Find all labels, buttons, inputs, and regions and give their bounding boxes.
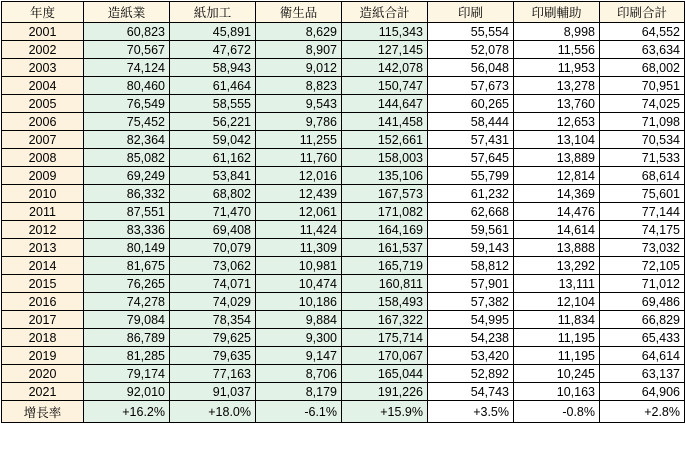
cell-r3-c3: 150,747 (342, 77, 428, 95)
cell-r19-c6: 63,137 (600, 365, 685, 383)
cell-r0-c5: 8,998 (514, 23, 600, 41)
cell-r13-c1: 73,062 (170, 257, 256, 275)
cell-r3-c1: 61,464 (170, 77, 256, 95)
cell-r8-c2: 12,016 (256, 167, 342, 185)
cell-r15-c5: 12,104 (514, 293, 600, 311)
cell-r10-c4: 62,668 (428, 203, 514, 221)
growth-rate-label: 增長率 (2, 401, 84, 423)
growth-rate-c5: -0.8% (514, 401, 600, 423)
cell-r10-c5: 14,476 (514, 203, 600, 221)
cell-r7-c3: 158,003 (342, 149, 428, 167)
cell-r14-c4: 57,901 (428, 275, 514, 293)
cell-r9-c3: 167,573 (342, 185, 428, 203)
cell-r18-c2: 9,147 (256, 347, 342, 365)
cell-r7-c4: 57,645 (428, 149, 514, 167)
cell-r11-c5: 14,614 (514, 221, 600, 239)
row-year: 2016 (2, 293, 84, 311)
cell-r6-c2: 11,255 (256, 131, 342, 149)
row-year: 2006 (2, 113, 84, 131)
table-row (2, 77, 685, 95)
cell-r20-c1: 91,037 (170, 383, 256, 401)
cell-r15-c2: 10,186 (256, 293, 342, 311)
table-row (2, 329, 685, 347)
cell-r1-c3: 127,145 (342, 41, 428, 59)
cell-r12-c0: 80,149 (84, 239, 170, 257)
cell-r14-c5: 13,111 (514, 275, 600, 293)
row-year: 2001 (2, 23, 84, 41)
row-year: 2010 (2, 185, 84, 203)
cell-r13-c3: 165,719 (342, 257, 428, 275)
cell-r12-c3: 161,537 (342, 239, 428, 257)
cell-r14-c3: 160,811 (342, 275, 428, 293)
cell-r11-c6: 74,175 (600, 221, 685, 239)
cell-r14-c6: 71,012 (600, 275, 685, 293)
table-row (2, 257, 685, 275)
growth-rate-c3: +15.9% (342, 401, 428, 423)
cell-r19-c5: 10,245 (514, 365, 600, 383)
cell-r8-c4: 55,799 (428, 167, 514, 185)
cell-r17-c0: 86,789 (84, 329, 170, 347)
cell-r15-c6: 69,486 (600, 293, 685, 311)
table-row (2, 239, 685, 257)
cell-r6-c6: 70,534 (600, 131, 685, 149)
cell-r2-c3: 142,078 (342, 59, 428, 77)
cell-r4-c5: 13,760 (514, 95, 600, 113)
cell-r2-c4: 56,048 (428, 59, 514, 77)
cell-r0-c2: 8,629 (256, 23, 342, 41)
row-year: 2011 (2, 203, 84, 221)
growth-rate-row (2, 401, 685, 423)
cell-r8-c3: 135,106 (342, 167, 428, 185)
table-row (2, 203, 685, 221)
cell-r4-c2: 9,543 (256, 95, 342, 113)
row-year: 2008 (2, 149, 84, 167)
column-header-5: 印刷 (428, 2, 514, 23)
cell-r15-c4: 57,382 (428, 293, 514, 311)
cell-r1-c0: 70,567 (84, 41, 170, 59)
cell-r13-c6: 72,105 (600, 257, 685, 275)
cell-r17-c4: 54,238 (428, 329, 514, 347)
cell-r16-c5: 11,834 (514, 311, 600, 329)
cell-r18-c5: 11,195 (514, 347, 600, 365)
cell-r10-c2: 12,061 (256, 203, 342, 221)
cell-r19-c1: 77,163 (170, 365, 256, 383)
cell-r18-c1: 79,635 (170, 347, 256, 365)
row-year: 2007 (2, 131, 84, 149)
cell-r20-c6: 64,906 (600, 383, 685, 401)
cell-r11-c0: 83,336 (84, 221, 170, 239)
table-row (2, 311, 685, 329)
cell-r7-c6: 71,533 (600, 149, 685, 167)
cell-r8-c6: 68,614 (600, 167, 685, 185)
cell-r12-c1: 70,079 (170, 239, 256, 257)
cell-r6-c3: 152,661 (342, 131, 428, 149)
cell-r10-c3: 171,082 (342, 203, 428, 221)
column-header-2: 紙加工 (170, 2, 256, 23)
cell-r4-c3: 144,647 (342, 95, 428, 113)
cell-r18-c6: 64,614 (600, 347, 685, 365)
cell-r16-c2: 9,884 (256, 311, 342, 329)
cell-r9-c2: 12,439 (256, 185, 342, 203)
row-year: 2020 (2, 365, 84, 383)
table-row (2, 167, 685, 185)
spreadsheet-table-area (0, 1, 685, 455)
cell-r19-c3: 165,044 (342, 365, 428, 383)
cell-r14-c2: 10,474 (256, 275, 342, 293)
row-year: 2005 (2, 95, 84, 113)
cell-r15-c1: 74,029 (170, 293, 256, 311)
cell-r5-c4: 58,444 (428, 113, 514, 131)
table-row (2, 347, 685, 365)
row-year: 2012 (2, 221, 84, 239)
cell-r9-c6: 75,601 (600, 185, 685, 203)
cell-r6-c4: 57,431 (428, 131, 514, 149)
data-table (1, 1, 685, 423)
cell-r5-c3: 141,458 (342, 113, 428, 131)
cell-r13-c0: 81,675 (84, 257, 170, 275)
cell-r5-c1: 56,221 (170, 113, 256, 131)
cell-r16-c3: 167,322 (342, 311, 428, 329)
cell-r20-c4: 54,743 (428, 383, 514, 401)
cell-r19-c4: 52,892 (428, 365, 514, 383)
cell-r9-c5: 14,369 (514, 185, 600, 203)
cell-r3-c6: 70,951 (600, 77, 685, 95)
cell-r5-c6: 71,098 (600, 113, 685, 131)
cell-r4-c4: 60,265 (428, 95, 514, 113)
cell-r11-c3: 164,169 (342, 221, 428, 239)
cell-r13-c5: 13,292 (514, 257, 600, 275)
cell-r0-c4: 55,554 (428, 23, 514, 41)
cell-r0-c3: 115,343 (342, 23, 428, 41)
cell-r17-c5: 11,195 (514, 329, 600, 347)
cell-r7-c0: 85,082 (84, 149, 170, 167)
cell-r13-c4: 58,812 (428, 257, 514, 275)
cell-r17-c6: 65,433 (600, 329, 685, 347)
cell-r3-c5: 13,278 (514, 77, 600, 95)
cell-r1-c1: 47,672 (170, 41, 256, 59)
cell-r17-c1: 79,625 (170, 329, 256, 347)
cell-r12-c6: 73,032 (600, 239, 685, 257)
cell-r8-c1: 53,841 (170, 167, 256, 185)
cell-r4-c6: 74,025 (600, 95, 685, 113)
cell-r4-c1: 58,555 (170, 95, 256, 113)
growth-rate-c0: +16.2% (84, 401, 170, 423)
cell-r20-c2: 8,179 (256, 383, 342, 401)
cell-r12-c2: 11,309 (256, 239, 342, 257)
cell-r3-c0: 80,460 (84, 77, 170, 95)
cell-r0-c0: 60,823 (84, 23, 170, 41)
cell-r11-c4: 59,561 (428, 221, 514, 239)
cell-r18-c0: 81,285 (84, 347, 170, 365)
cell-r15-c0: 74,278 (84, 293, 170, 311)
table-row (2, 365, 685, 383)
cell-r19-c0: 79,174 (84, 365, 170, 383)
cell-r19-c2: 8,706 (256, 365, 342, 383)
column-header-6: 印刷輔助 (514, 2, 600, 23)
table-row (2, 185, 685, 203)
cell-r16-c0: 79,084 (84, 311, 170, 329)
cell-r15-c3: 158,493 (342, 293, 428, 311)
cell-r8-c5: 12,814 (514, 167, 600, 185)
table-row (2, 131, 685, 149)
cell-r16-c4: 54,995 (428, 311, 514, 329)
cell-r6-c1: 59,042 (170, 131, 256, 149)
cell-r14-c1: 74,071 (170, 275, 256, 293)
cell-r3-c2: 8,823 (256, 77, 342, 95)
cell-r2-c0: 74,124 (84, 59, 170, 77)
row-year: 2021 (2, 383, 84, 401)
cell-r4-c0: 76,549 (84, 95, 170, 113)
cell-r1-c4: 52,078 (428, 41, 514, 59)
table-header-row (2, 2, 685, 23)
cell-r17-c2: 9,300 (256, 329, 342, 347)
row-year: 2018 (2, 329, 84, 347)
cell-r0-c6: 64,552 (600, 23, 685, 41)
row-year: 2017 (2, 311, 84, 329)
growth-rate-c2: -6.1% (256, 401, 342, 423)
table-row (2, 23, 685, 41)
cell-r5-c2: 9,786 (256, 113, 342, 131)
cell-r16-c1: 78,354 (170, 311, 256, 329)
cell-r5-c5: 12,653 (514, 113, 600, 131)
cell-r7-c1: 61,162 (170, 149, 256, 167)
cell-r3-c4: 57,673 (428, 77, 514, 95)
cell-r2-c5: 11,953 (514, 59, 600, 77)
cell-r5-c0: 75,452 (84, 113, 170, 131)
cell-r8-c0: 69,249 (84, 167, 170, 185)
growth-rate-c1: +18.0% (170, 401, 256, 423)
cell-r11-c1: 69,408 (170, 221, 256, 239)
cell-r11-c2: 11,424 (256, 221, 342, 239)
cell-r10-c0: 87,551 (84, 203, 170, 221)
row-year: 2003 (2, 59, 84, 77)
table-row (2, 95, 685, 113)
row-year: 2015 (2, 275, 84, 293)
column-header-1: 造紙業 (84, 2, 170, 23)
cell-r1-c5: 11,556 (514, 41, 600, 59)
table-row (2, 113, 685, 131)
row-year: 2009 (2, 167, 84, 185)
cell-r14-c0: 76,265 (84, 275, 170, 293)
row-year: 2002 (2, 41, 84, 59)
cell-r12-c5: 13,888 (514, 239, 600, 257)
cell-r6-c5: 13,104 (514, 131, 600, 149)
column-header-0: 年度 (2, 2, 84, 23)
cell-r2-c1: 58,943 (170, 59, 256, 77)
cell-r20-c5: 10,163 (514, 383, 600, 401)
growth-rate-c6: +2.8% (600, 401, 685, 423)
table-row (2, 149, 685, 167)
cell-r6-c0: 82,364 (84, 131, 170, 149)
table-row (2, 41, 685, 59)
cell-r2-c2: 9,012 (256, 59, 342, 77)
cell-r1-c2: 8,907 (256, 41, 342, 59)
table-row (2, 275, 685, 293)
column-header-3: 衛生品 (256, 2, 342, 23)
cell-r10-c6: 77,144 (600, 203, 685, 221)
cell-r1-c6: 63,634 (600, 41, 685, 59)
cell-r0-c1: 45,891 (170, 23, 256, 41)
table-row (2, 59, 685, 77)
cell-r18-c4: 53,420 (428, 347, 514, 365)
column-header-7: 印刷合計 (600, 2, 685, 23)
cell-r17-c3: 175,714 (342, 329, 428, 347)
cell-r20-c3: 191,226 (342, 383, 428, 401)
cell-r18-c3: 170,067 (342, 347, 428, 365)
column-header-4: 造紙合計 (342, 2, 428, 23)
growth-rate-c4: +3.5% (428, 401, 514, 423)
cell-r9-c4: 61,232 (428, 185, 514, 203)
cell-r9-c1: 68,802 (170, 185, 256, 203)
table-row (2, 221, 685, 239)
table-row (2, 383, 685, 401)
cell-r10-c1: 71,470 (170, 203, 256, 221)
row-year: 2004 (2, 77, 84, 95)
cell-r12-c4: 59,143 (428, 239, 514, 257)
cell-r16-c6: 66,829 (600, 311, 685, 329)
row-year: 2019 (2, 347, 84, 365)
cell-r2-c6: 68,002 (600, 59, 685, 77)
cell-r7-c2: 11,760 (256, 149, 342, 167)
table-row (2, 293, 685, 311)
row-year: 2013 (2, 239, 84, 257)
cell-r13-c2: 10,981 (256, 257, 342, 275)
cell-r7-c5: 13,889 (514, 149, 600, 167)
cell-r20-c0: 92,010 (84, 383, 170, 401)
cell-r9-c0: 86,332 (84, 185, 170, 203)
row-year: 2014 (2, 257, 84, 275)
